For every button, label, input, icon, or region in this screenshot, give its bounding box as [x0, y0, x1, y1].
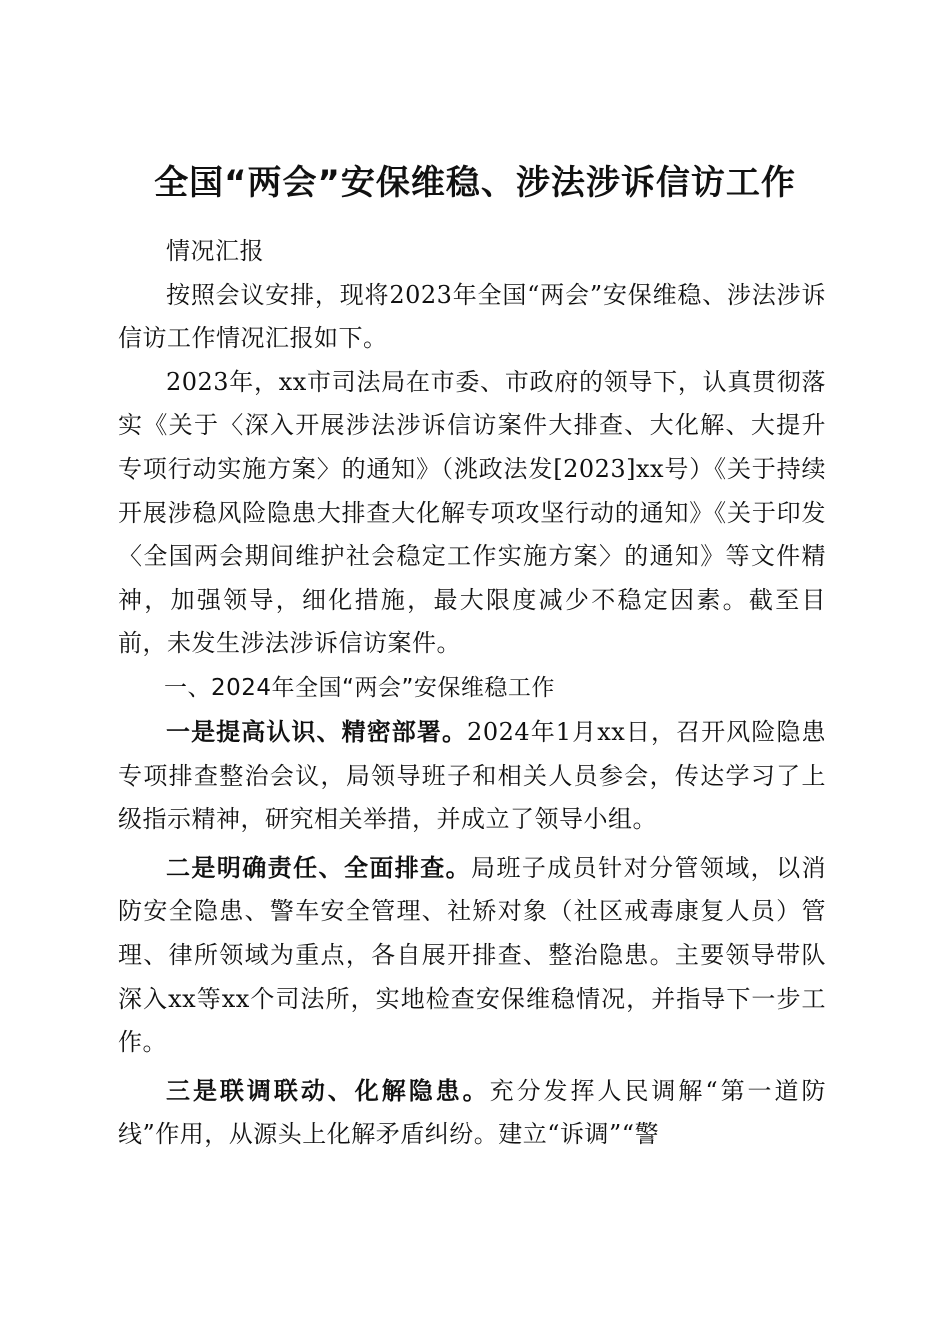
overview-paragraph: 2023年，xx市司法局在市委、市政府的领导下，认真贯彻落实《关于〈深入开展涉法涉诉信访案件大排查、大化解、大提升专项行动实施方案〉的通知》（洮政法发[2023]xx号）《关于持续开展涉稳风险隐患大排查大化解专项攻坚行动的通知》《关于印发〈全国两会期间维护社会稳定工作实施方案〉的通知》等文件精神，加强领导，细化措施，最大限度减少不稳定因素。截至目前，未发生涉法涉诉信访案件。 [118, 367, 826, 658]
intro-paragraph: 按照会议安排，现将2023年全国“两会”安保维稳、涉法涉诉信访工作情况汇报如下。 [118, 280, 826, 353]
item-lead: 一是提高认识、精密部署。 [166, 716, 468, 746]
section-heading: 一、2024年全国“两会”安保维稳工作 [164, 674, 555, 701]
document-body [118, 230, 826, 1157]
item-paragraph-3 [118, 1069, 826, 1157]
item-paragraph-1 [118, 710, 826, 842]
subtitle: 情况汇报 [166, 237, 264, 265]
item-lead: 二是明确责任、全面排查。 [166, 852, 472, 882]
item-text: 局班子成员针对分管领域，以消防安全隐患、警车安全管理、社矫对象（社区戒毒康复人员）管理、律所领域为重点，各自展开排查、整治隐患。主要领导带队深入xx等xx个司法所，实地检查安保维稳情况，并指导下一步工作。 [118, 853, 827, 1057]
item-lead: 三是联调联动、化解隐患。 [166, 1075, 490, 1105]
item-text: 2024年1月xx日，召开风险隐患专项排查整治会议，局领导班子和相关人员参会，传达学习了上级指示精神，研究相关举措，并成立了领导小组。 [118, 717, 827, 834]
item-paragraph-2 [118, 846, 826, 1065]
document-title: 全国“两会”安保维稳、涉法涉诉信访工作 [154, 162, 796, 203]
item-text: 充分发挥人民调解“第一道防线”作用，从源头上化解矛盾纠纷。建立“诉调”“警 [118, 1076, 826, 1149]
